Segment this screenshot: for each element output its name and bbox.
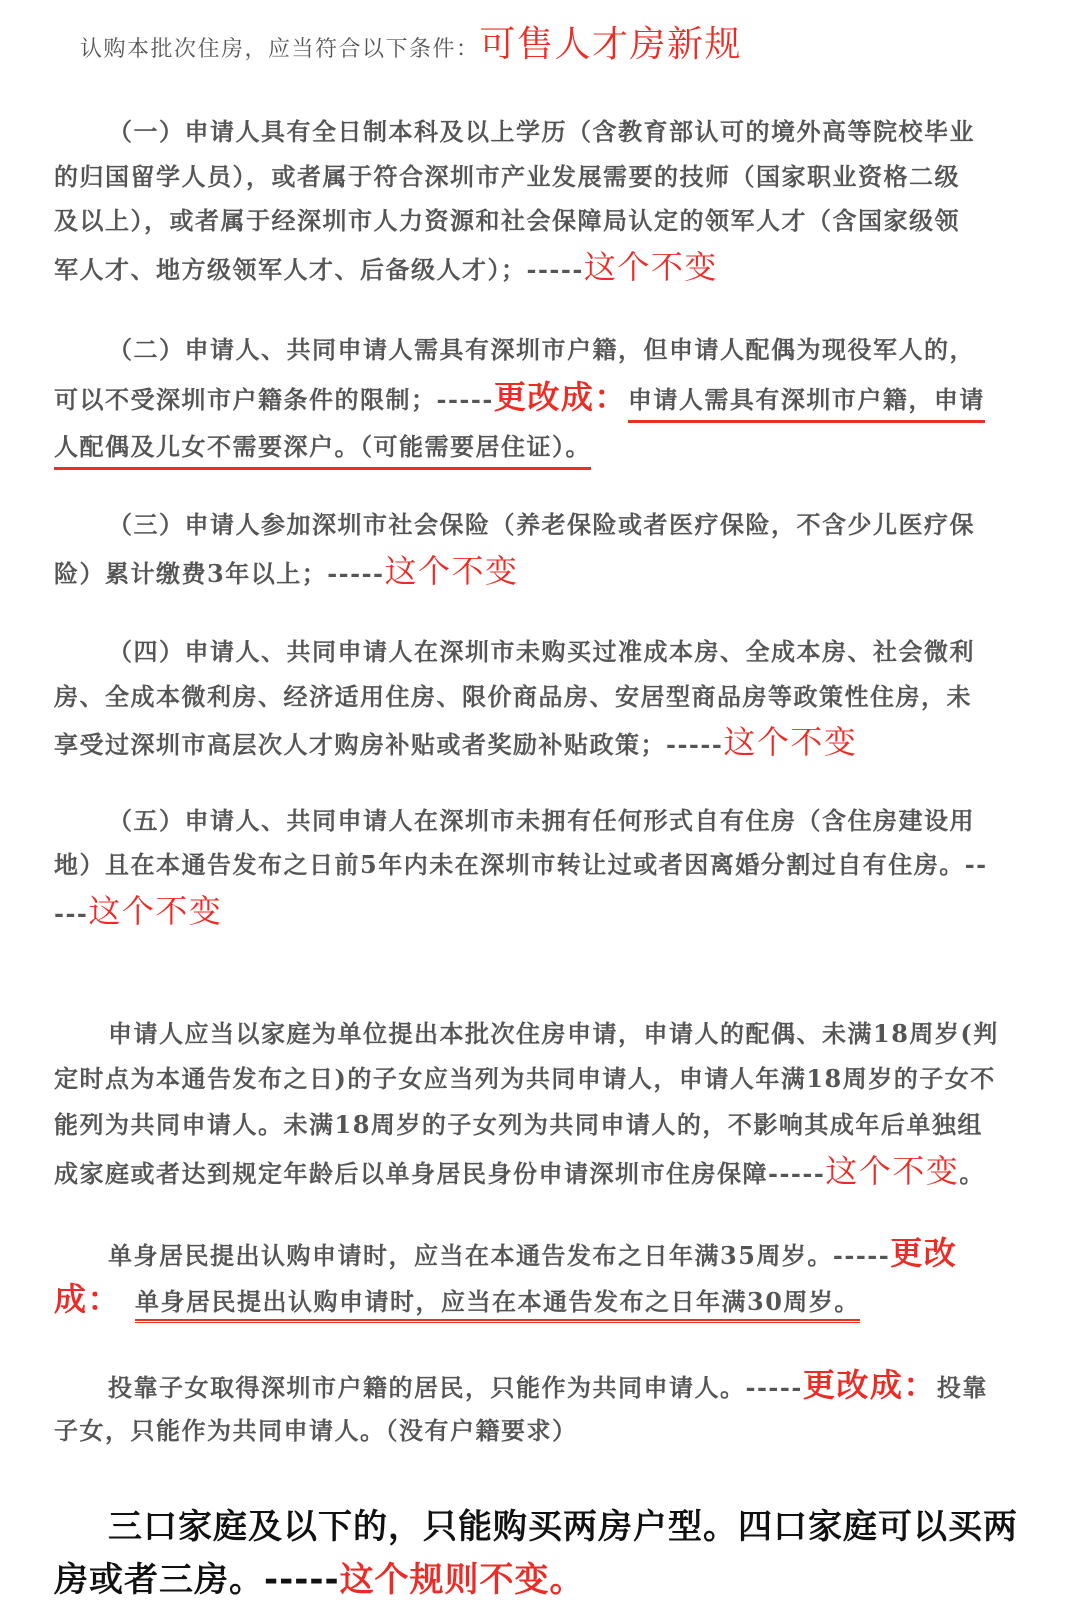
- status-note: 这个不变: [723, 723, 858, 761]
- text-line: （二）申请人、共同申请人需具有深圳市户籍，但申请人配偶为现役军人的，: [108, 335, 975, 364]
- final-line-content: 房或者三房。-----: [54, 1560, 340, 1600]
- text-line: [108, 1234, 958, 1272]
- text-line: [54, 248, 718, 286]
- changed-text: 单身居民提出认购申请时，应当在本通告发布之日年满30周岁。: [135, 1287, 860, 1323]
- change-note: 更改成：: [802, 1366, 937, 1404]
- final-line: [54, 1558, 585, 1602]
- text-line: [54, 1152, 985, 1190]
- text-line: 地）且在本通告发布之日前5年内未在深圳市转让过或者因离婚分割过自有住房。--: [54, 850, 988, 879]
- text-line: （一）申请人具有全日制本科及以上学历（含教育部认可的境外高等院校毕业: [108, 117, 975, 146]
- text-line-content: 成家庭或者达到规定年龄后以单身居民身份申请深圳市住房保障-----: [54, 1159, 826, 1188]
- change-note: 更改成：: [493, 378, 628, 416]
- title-highlight: 可售人才房新规: [479, 24, 743, 65]
- text-line: [54, 1280, 860, 1318]
- text-line-content: 单身居民提出认购申请时，应当在本通告发布之日年满35周岁。-----: [108, 1241, 891, 1270]
- text-line: 房、全成本微利房、经济适用住房、限价商品房、安居型商品房等政策性住房，未: [54, 682, 972, 711]
- text-line: 申请人应当以家庭为单位提出本批次住房申请，申请人的配偶、未满18周岁(判: [108, 1019, 999, 1048]
- text-line: 及以上），或者属于经深圳市人力资源和社会保障局认定的领军人才（含国家级领: [54, 206, 960, 235]
- text-line: （五）申请人、共同申请人在深圳市未拥有任何形式自有住房（含住房建设用: [108, 806, 975, 835]
- change-note: 成：: [54, 1280, 122, 1318]
- status-note: 这个不变: [88, 892, 223, 930]
- title-prefix: 认购本批次住房，应当符合以下条件：: [80, 37, 480, 62]
- changed-text: 投靠: [936, 1373, 988, 1402]
- change-note: 更改: [890, 1234, 958, 1272]
- text-line: [54, 723, 858, 761]
- changed-text: 申请人需具有深圳市户籍，申请: [628, 385, 985, 423]
- text-line: [54, 552, 519, 590]
- status-note: 这个不变: [583, 248, 718, 286]
- text-line-content: ---: [54, 899, 89, 928]
- status-note: 这个不变: [825, 1152, 960, 1190]
- text-line-content: 投靠子女取得深圳市户籍的居民，只能作为共同申请人。-----: [108, 1373, 803, 1402]
- text-line: [54, 432, 591, 462]
- text-line: [54, 892, 223, 930]
- text-line-content: 军人才、地方级领军人才、后备级人才）；-----: [54, 255, 584, 284]
- text-line-content: 可以不受深圳市户籍条件的限制；-----: [54, 385, 494, 414]
- text-line: [108, 1366, 988, 1404]
- text-line: 的归国留学人员），或者属于符合深圳市产业发展需要的技师（国家职业资格二级: [54, 162, 960, 191]
- final-line: 三口家庭及以下的，只能购买两房户型。四口家庭可以买两: [108, 1507, 1018, 1547]
- text-line-content: 险）累计缴费3年以上；-----: [54, 559, 385, 588]
- changed-text: 人配偶及儿女不需要深户。（可能需要居住证）。: [54, 432, 591, 470]
- text-tail: 。: [959, 1159, 985, 1188]
- page-title: [80, 24, 743, 65]
- text-line-content: 享受过深圳市高层次人才购房补贴或者奖励补贴政策；-----: [54, 730, 724, 759]
- status-note: 这个不变: [384, 552, 519, 590]
- text-line: 子女，只能作为共同申请人。（没有户籍要求）: [54, 1416, 578, 1445]
- text-line: [54, 378, 985, 416]
- status-note: 这个规则不变。: [339, 1560, 585, 1600]
- text-line: 能列为共同申请人。未满18周岁的子女列为共同申请人的，不影响其成年后单独组: [54, 1110, 983, 1139]
- text-line: 定时点为本通告发布之日)的子女应当列为共同申请人，申请人年满18周岁的子女不: [54, 1064, 996, 1093]
- text-line: （四）申请人、共同申请人在深圳市未购买过准成本房、全成本房、社会微利: [108, 637, 975, 666]
- text-line: （三）申请人参加深圳市社会保险（养老保险或者医疗保险，不含少儿医疗保: [108, 510, 975, 539]
